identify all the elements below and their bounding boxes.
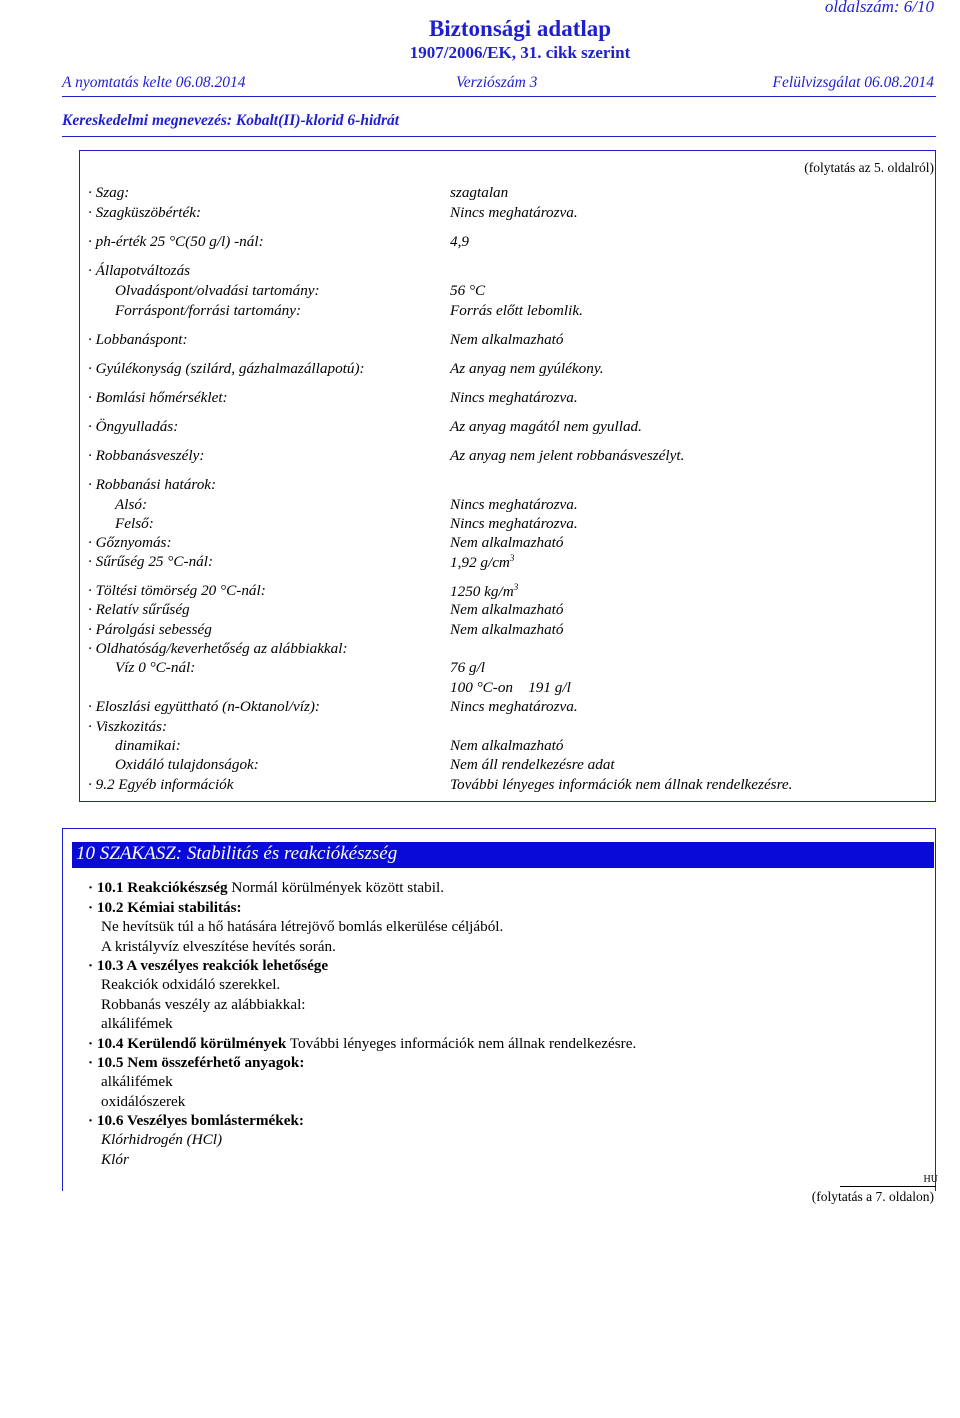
property-label: · Töltési tömörség 20 °C-nál: (88, 582, 266, 599)
property-row (88, 679, 928, 699)
property-value: Forrás előtt lebomlik. (450, 302, 583, 319)
property-label: Forráspont/forrási tartomány: (115, 302, 302, 319)
property-label: · Lobbanáspont: (88, 331, 188, 348)
property-row (88, 282, 928, 302)
property-value: 100 °C-on 191 g/l (450, 679, 571, 696)
property-label: · Sűrűség 25 °C-nál: (88, 553, 214, 570)
property-row (88, 621, 928, 641)
property-value: Nincs meghatározva. (450, 698, 578, 715)
incompatible-item-2: oxidálószerek (101, 1093, 186, 1110)
stability-text-2: A kristályvíz elveszítése hevítés során. (101, 938, 336, 955)
property-row (88, 640, 928, 660)
page-number: oldalszám: 6/10 (824, 0, 934, 16)
property-row (88, 756, 928, 776)
property-value: Nem alkalmazható (450, 737, 564, 754)
property-label: · Szag: (88, 184, 130, 201)
property-value: További lényeges információk nem állnak rendelkezésre. (450, 776, 793, 793)
print-date: A nyomtatás kelte 06.08.2014 (62, 74, 246, 91)
property-label: · Robbanási határok: (88, 476, 217, 493)
property-row (88, 776, 928, 796)
reactivity-text: Normál körülmények között stabil. (227, 879, 445, 896)
property-value: Az anyag nem gyúlékony. (450, 360, 604, 377)
property-row (88, 389, 928, 409)
property-row (88, 737, 928, 757)
conditions-label: · 10.4 Kerülendő körülmények (88, 1035, 287, 1052)
property-label: · Viszkozitás: (88, 718, 168, 735)
property-row (88, 331, 928, 351)
trade-name: Kereskedelmi megnevezés: Kobalt(II)-klorid 6-hidrát (62, 112, 400, 129)
incompatible-item-1: alkálifémek (101, 1073, 173, 1090)
hazardous-reactions-text-2: Robbanás veszély az alábbiakkal: (101, 996, 306, 1013)
property-label: · Szagküszöbérték: (88, 204, 202, 221)
property-value: Nem alkalmazható (450, 534, 564, 551)
document-title: Biztonsági adatlap (428, 16, 612, 41)
property-row (88, 262, 928, 282)
document-subtitle: 1907/2006/EK, 31. cikk szerint (409, 43, 631, 62)
property-row (88, 698, 928, 718)
property-label: dinamikai: (115, 737, 181, 754)
trade-name-rule (62, 136, 936, 137)
property-label: · Gyúlékonyság (szilárd, gázhalmazállapotú): (88, 360, 365, 377)
property-row (88, 233, 928, 253)
property-row (88, 476, 928, 496)
hazardous-reactions-label: · 10.3 A veszélyes reakciók lehetősége (88, 957, 329, 974)
unit-superscript: 3 (509, 553, 515, 563)
continued-on: (folytatás a 7. oldalon) (811, 1189, 934, 1204)
property-value: Nem alkalmazható (450, 601, 564, 618)
property-label: Felső: (115, 515, 154, 532)
property-label: · 9.2 Egyéb információk (88, 776, 234, 793)
section10-heading: 10 SZAKASZ: Stabilitás és reakciókészség (76, 843, 398, 864)
property-row (88, 204, 928, 224)
property-label: · Gőznyomás: (88, 534, 172, 551)
property-label: · Öngyulladás: (88, 418, 179, 435)
property-row (88, 601, 928, 621)
property-row (88, 553, 928, 573)
property-row (88, 360, 928, 380)
decomposition-products-label: · 10.6 Veszélyes bomlástermékek: (88, 1112, 304, 1129)
property-row (88, 515, 928, 535)
property-label: · Eloszlási együttható (n-Oktanol/víz): (88, 698, 320, 715)
property-label: · Relatív sűrűség (88, 601, 190, 618)
incompatible-materials-label: · 10.5 Nem összeférhető anyagok: (88, 1054, 305, 1071)
property-value: 56 °C (450, 282, 486, 299)
property-value: Nem alkalmazható (450, 621, 564, 638)
property-label: · Robbanásveszély: (88, 447, 205, 464)
conditions-line (88, 1035, 636, 1053)
header-rule (62, 96, 936, 97)
decomposition-product-2: Klór (101, 1151, 129, 1168)
revision: Felülvizsgálat 06.08.2014 (772, 74, 934, 91)
conditions-text: További lényeges információk nem állnak rendelkezésre. (286, 1035, 637, 1052)
property-row (88, 184, 928, 204)
decomposition-product-1: Klórhidrogén (HCl) (101, 1131, 223, 1148)
property-label: · Állapotváltozás (88, 262, 191, 279)
property-value: 4,9 (450, 233, 469, 250)
property-row (88, 718, 928, 738)
property-label: · Bomlási hőmérséklet: (88, 389, 228, 406)
property-label: · Oldhatóság/keverhetőség az alábbiakkal: (88, 640, 348, 657)
reactivity-line (88, 879, 444, 897)
property-value: Nincs meghatározva. (450, 515, 578, 532)
property-value (450, 582, 518, 601)
unit-superscript: 3 (513, 582, 519, 592)
chemical-stability-label: · 10.2 Kémiai stabilitás: (88, 899, 242, 916)
property-row (88, 418, 928, 438)
property-value: Nem alkalmazható (450, 331, 564, 348)
property-row (88, 659, 928, 679)
property-value: Nincs meghatározva. (450, 389, 578, 406)
property-label: Víz 0 °C-nál: (115, 659, 196, 676)
hazardous-reactions-text-3: alkálifémek (101, 1015, 173, 1032)
hazardous-reactions-text-1: Reakciók odxidáló szerekkel. (101, 976, 281, 993)
property-value-text: 1,92 g/cm (450, 554, 510, 572)
property-value: Nem áll rendelkezésre adat (450, 756, 615, 773)
property-label: Alsó: (115, 496, 148, 513)
footer-rule (840, 1186, 936, 1187)
property-row (88, 496, 928, 516)
property-value (450, 553, 514, 572)
reactivity-label: · 10.1 Reakciókészség (88, 879, 228, 896)
property-value: szagtalan (450, 184, 509, 201)
property-row (88, 302, 928, 322)
stability-text-1: Ne hevítsük túl a hő hatására létrejövő bomlás elkerülése céljából. (101, 918, 504, 935)
property-label: Olvadáspont/olvadási tartomány: (115, 282, 320, 299)
property-value-text: 1250 kg/m (450, 583, 514, 601)
property-row (88, 447, 928, 467)
property-row (88, 582, 928, 602)
property-value: Az anyag magától nem gyullad. (450, 418, 642, 435)
property-value: 76 g/l (450, 659, 486, 676)
property-value: Nincs meghatározva. (450, 204, 578, 221)
version: Verziószám 3 (456, 74, 538, 91)
property-row (88, 534, 928, 554)
property-value: Az anyag nem jelent robbanásveszélyt. (450, 447, 685, 464)
language-code: HU (923, 1174, 938, 1185)
property-label: Oxidáló tulajdonságok: (115, 756, 259, 773)
continued-from: (folytatás az 5. oldalról) (804, 160, 934, 175)
property-value: Nincs meghatározva. (450, 496, 578, 513)
property-label: · Párolgási sebesség (88, 621, 212, 638)
property-label: · ph-érték 25 °C(50 g/l) -nál: (88, 233, 264, 250)
